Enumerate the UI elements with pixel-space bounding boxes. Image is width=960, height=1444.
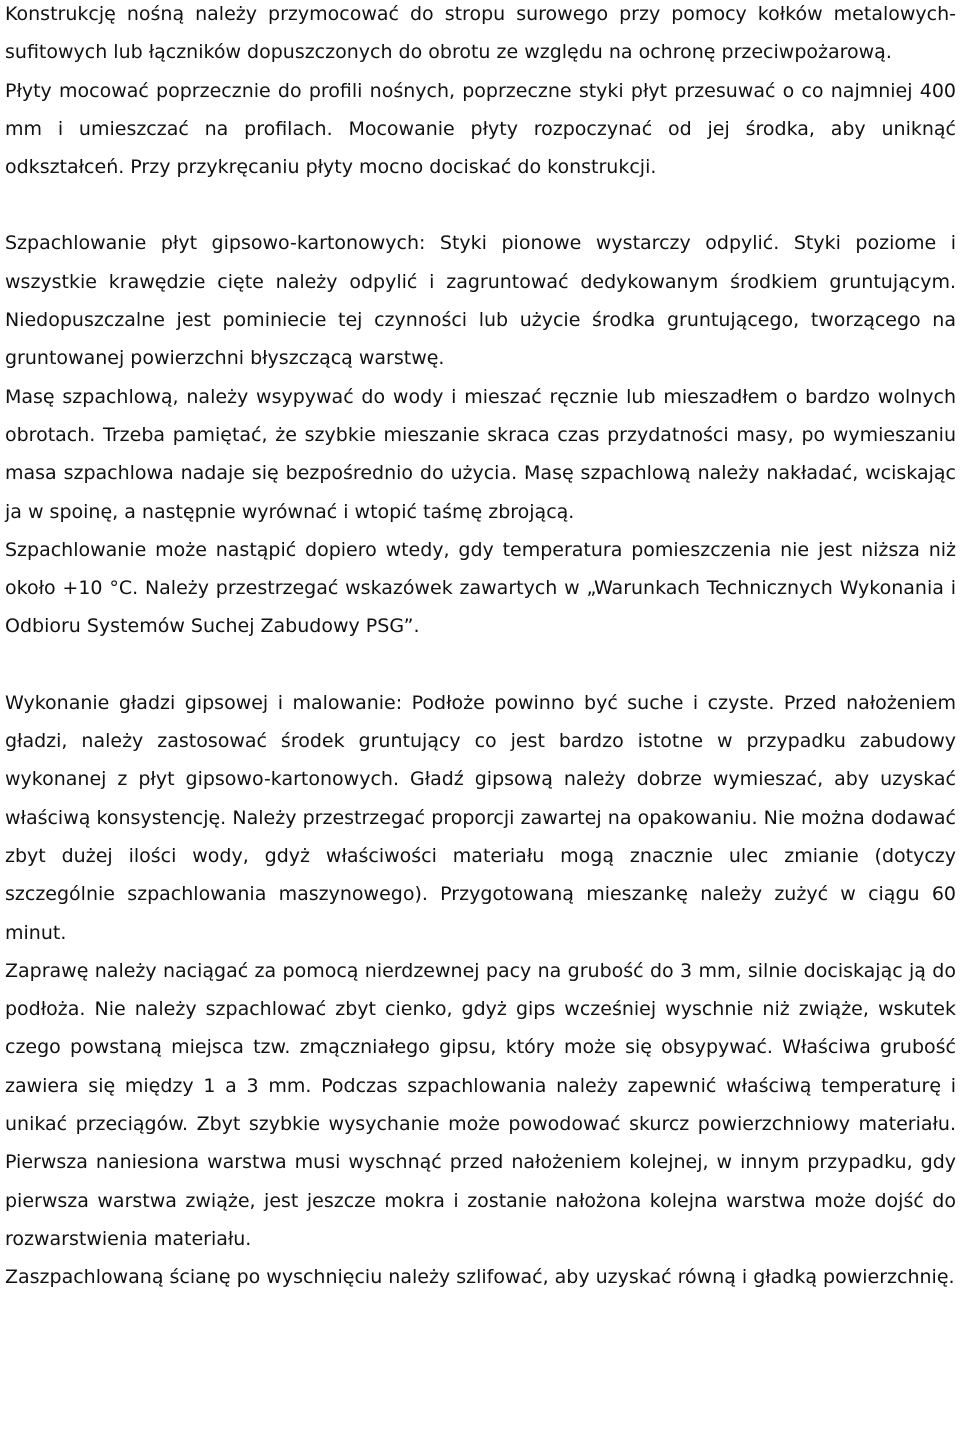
paragraph-application-technique: Zaprawę należy naciągać za pomocą nierdzewnej pacy na grubość do 3 mm, silnie dociskając ją do podłoża. Nie należy szpachlować zbyt cienko, gdyż gips wcześniej wyschnie niż zwiąże, wskutek czego powstaną miejsca tzw. zmączniałego gipsu, który może się obsypywać. Właściwa grubość zawiera się między 1 a 3 mm. Podczas szpachlowania należy zapewnić właściwą temperaturę i unikać przeciągów. Zbyt szybkie wysychanie może powodować skurcz powierzchniowy materiału. Pierwsza naniesiona warstwa musi wyschnąć przed nałożeniem kolejnej, w innym przypadku, gdy pierwsza warstwa zwiąże, jest jeszcze mokra i zostanie nałożona kolejna warstwa może dojść do rozwarstwienia materiału. (5, 959, 956, 1250)
paragraph-temperature-conditions: Szpachlowanie może nastąpić dopiero wtedy, gdy temperatura pomieszczenia nie jest niższa niż około +10 °C. Należy przestrzegać wskazówek zawartych w „Warunkach Technicznych Wykonania i Odbioru Systemów Suchej Zabudowy PSG”. (5, 538, 956, 638)
paragraph-compound-mixing: Masę szpachlową, należy wsypywać do wody i mieszać ręcznie lub mieszadłem o bardzo wolnych obrotach. Trzeba pamiętać, że szybkie mieszanie skraca czas przydatności masy, po wymieszaniu masa szpachlowa nadaje się bezpośrednio do użycia. Masę szpachlową należy nakładać, wciskając ja w spoinę, a następnie wyrównać i wtopić taśmę zbrojącą. (5, 385, 956, 523)
paragraph-sanding: Zaszpachlowaną ścianę po wyschnięciu należy szlifować, aby uzyskać równą i gładką powierzchnię. (5, 1266, 955, 1289)
paragraph-spacer (5, 646, 956, 684)
paragraph-spacer (5, 186, 956, 224)
paragraph-mounting-structure: Konstrukcję nośną należy przymocować do stropu surowego przy pomocy kołków metalowych-sufitowych lub łączników dopuszczonych do obrotu ze względu na ochronę przeciwpożarową. (5, 3, 956, 64)
paragraph-gypsum-skim-coat: Wykonanie gładzi gipsowej i malowanie: Podłoże powinno być suche i czyste. Przed nałożeniem gładzi, należy zastosować środek gruntujący co jest bardzo istotne w przypadku zabudowy wykonanej z płyt gipsowo-kartonowych. Gładź gipsową należy dobrze wymieszać, aby uzyskać właściwą konsystencję. Należy przestrzegać proporcji zawartej na opakowaniu. Nie można dodawać zbyt dużej ilości wody, gdyż właściwości materiału mogą znacznie ulec zmianie (dotyczy szczególnie szpachlowania maszynowego). Przygotowaną mieszankę należy zużyć w ciągu 60 minut. (5, 691, 956, 944)
paragraph-board-fixing: Płyty mocować poprzecznie do profili nośnych, poprzeczne styki płyt przesuwać o co najmniej 400 mm i umieszczać na profilach. Mocowanie płyty rozpoczynać od jej środka, aby uniknąć odkształceń. Przy przykręcaniu płyty mocno dociskać do konstrukcji. (5, 79, 956, 179)
paragraph-joint-filling: Szpachlowanie płyt gipsowo-kartonowych: Styki pionowe wystarczy odpylić. Styki poziome i wszystkie krawędzie cięte należy odpylić i zagruntować dedykowanym środkiem gruntującym. Niedopuszczalne jest pominiecie tej czynności lub użycie środka gruntującego, tworzącego na gruntowanej powierzchni błyszczącą warstwę. (5, 232, 956, 370)
